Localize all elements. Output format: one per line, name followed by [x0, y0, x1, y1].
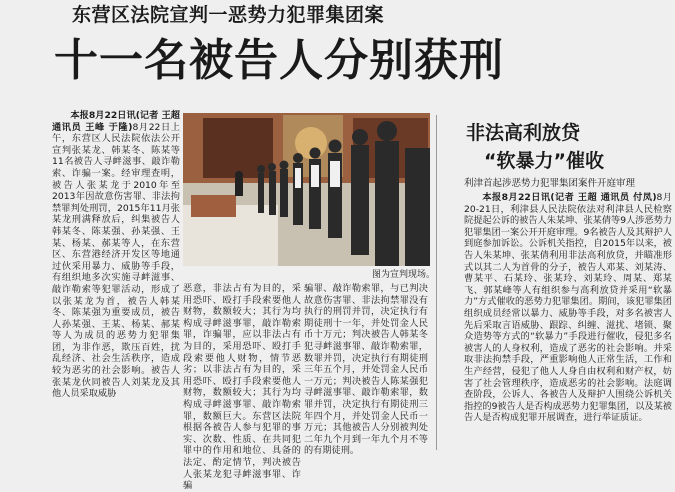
article-headline: 十一名被告人分别获刑	[54, 35, 504, 86]
courtroom-photo-image	[183, 113, 430, 266]
courtroom-photo	[183, 113, 430, 266]
article-col2-text: 恶意，非法占有为目的，采用恐吓、殴打手段索要他人财物，数额较大；其行为均构成寻衅滋事罪，敲诈勒索罪，诈骗罪，应以非法占有为目的，采用恐吓、殴打手段索要他人财物，情节恶劣；以非法占有为目的，采用恐吓、殴打手段索要他人财物，数额较大；其行为均构成寻衅滋事罪、敲诈勒索罪，数额巨大。东营区法院根据各被告人参与犯罪的事实、次数、性质、在共同犯罪中的作用和地位、具备的法定、酌定情节，判决被告人张某龙犯寻衅滋事罪、诈骗	[183, 283, 301, 492]
article-col1-text: 8月22日上午，东营区人民法院依法公开宣判张某龙、韩某冬、陈某等11名被告人寻衅滋事、敲诈勒索、诈骗一案。经审理查明，被告人张某龙于2010年至2013年因故意伤害罪、非法拘禁罪判处刑罚，2015年11月张某龙刑满释放后，纠集被告人韩某冬、陈某强、孙某强、王某、杨某、郝某等人，在东营区、东营港经济开发区等地通过伙采用暴力、威胁等手段，有组织地多次实施寻衅滋事、敲诈勒索等犯罪活动，形成了以张某龙为首，被告人韩某冬、陈某强为重要成员，被告人孙某强、王某、杨某、郝某等人为成员的恶势力犯罪集团，为非作恶，欺压百姓，扰乱经济、社会生活秩序，造成较为恶劣的社会影响。被告人张某龙伙同被告人刘某龙及其他人员采取威胁	[52, 121, 180, 400]
article-column-2	[183, 283, 301, 492]
article-column-3	[304, 283, 428, 457]
sidebar-dateline: 本报8月22日讯(记者 王超 通讯员 付凤)	[482, 192, 657, 203]
sidebar-subtitle: 利津首起涉恶势力犯罪集团案件开庭审理	[464, 178, 636, 189]
column-divider	[436, 115, 437, 450]
sidebar-body-text: 8月20-21日，利津县人民法院依法对利津县人民检察院提起公诉的被告人朱某坤、张某倩等9人涉恶势力犯罪集团一案公开开庭审理。9名被告人及其辩护人到庭参加诉讼。公诉机关指控，自2015年以来，被告人朱某坤、张某倩利用非法高利放贷，并瞄准形式以其二人为首骨的分子，被告人邓某、刘某涛、曹某平、石某玲、张某玲、刘某玲、周某、郑某飞、郭某峰等人有组织参与高利放贷并采用“软暴力”方式催收的恶势力犯罪集团。期间，该犯罪集团组织成员经常以暴力、威胁等手段，对多名被害人先后采取言语威胁、跟踪、纠缠、滋扰、堵锁、聚众造势等方式的“软暴力”手段进行催收，侵犯多名被害人的人身权利，造成了恶劣的社会影响。并采取非法拘禁手段，严重影响他人正常生活，工作和生产经营，侵犯了他人人身自由权利和财产权，妨害了社会管理秩序，造成恶劣的社会影响。法庭调查阶段，公诉人、各被告人及辩护人围绕公诉机关指控的9被告人是否构成恶势力犯罪集团，以及某被告人是否构成犯罪开展调查，进行举证质证。	[464, 192, 672, 424]
sidebar-title-line-2: “软暴力”催收	[484, 150, 604, 172]
article-dateline: 本报8月22日讯(记者 王超 通讯员 王峰 于隆)	[52, 110, 180, 133]
sidebar-title-line-1: 非法高利放贷	[466, 122, 581, 144]
article-col3-text: 骗罪、敲诈勒索罪，与已判决故意伤害罪、非法拘禁罪没有执行的刑罚并罚，决定执行有期徒刑十一年，并处罚金人民币十万元；判决被告人韩某冬犯寻衅滋事罪、敲诈勒索罪，数罪并罚，决定执行有期徒刑三年五个月，并处罚金人民币一万元；判决被告人陈某强犯寻衅滋事罪、敲诈勒索罪，数罪并罚，决定执行有期徒刑三年四个月，并处罚金人民币一万元；其他被告人分别被判处二年九个月到一年九个月不等的有期徒刑。	[304, 283, 428, 457]
sidebar-body	[464, 192, 672, 450]
article-column-1	[52, 110, 180, 450]
article-kicker: 东营区法院宣判一恶势力犯罪集团案	[72, 4, 385, 26]
photo-caption: 图为宣判现场。	[372, 270, 436, 280]
